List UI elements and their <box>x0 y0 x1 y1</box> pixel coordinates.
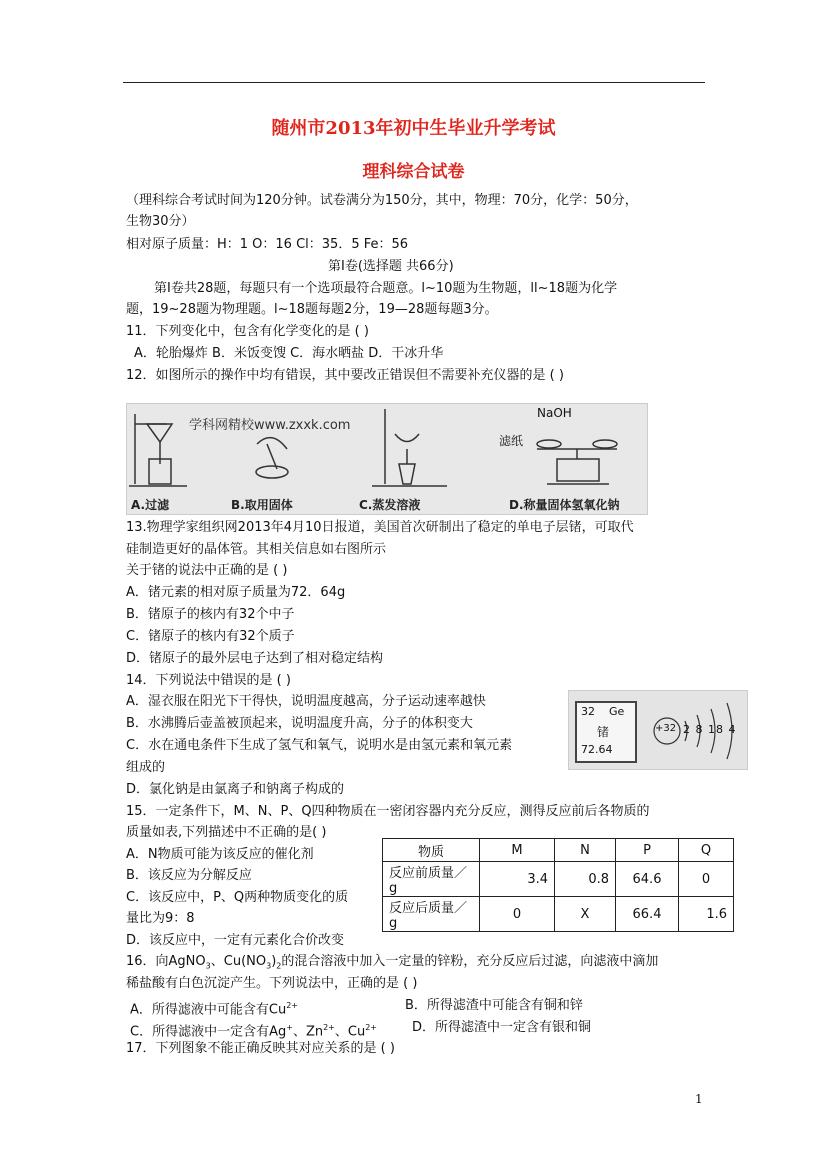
q15-option-c-2: 量比为9：8 <box>126 911 195 926</box>
subscript-2: 2 <box>276 961 282 971</box>
caption-d: D.称量固体氢氧化钠 <box>509 498 620 512</box>
naoh-label: NaOH <box>537 406 572 420</box>
q16-option-c-zn: 、Zn <box>292 1024 324 1040</box>
intro-line-1: （理科综合考试时间为120分钟。试卷满分为150分，其中，物理：70分，化学：50分， <box>126 193 638 208</box>
top-rule <box>123 82 705 83</box>
q14-option-c-2: 组成的 <box>126 760 166 775</box>
q16-option-d: D．所得滤渣中一定含有银和铜 <box>412 1020 592 1035</box>
q16-stem-part-2: 、Cu(NO <box>210 954 267 969</box>
superscript-charge: 2+ <box>323 1023 335 1032</box>
atomic-mass: 72.64 <box>581 743 613 756</box>
q11-options: A．轮胎爆炸 B．米饭变馊 C．海水晒盐 D．干冰升华 <box>134 346 444 361</box>
q15-option-d: D．该反应中，一定有元素化合价改变 <box>126 933 345 948</box>
table-cell: 0.8 <box>555 862 616 897</box>
caption-a: A.过滤 <box>131 498 170 512</box>
table-header-cell: 物质 <box>383 839 480 862</box>
table-cell: 反应前质量／g <box>383 862 480 897</box>
exam-subtitle: 理科综合试卷 <box>362 162 465 182</box>
q15-stem-1: 15．一定条件下，M、N、P、Q四种物质在一密闭容器内充分反应，测得反应前后各物质的 <box>126 804 650 819</box>
table-cell: 3.4 <box>480 862 555 897</box>
figure-watermark: 学科网精校www.zxxk.com <box>189 418 351 433</box>
q13-stem-2: 硅制造更好的晶体管。其相关信息如右图所示 <box>126 542 387 557</box>
subscript-3: 3 <box>266 961 272 971</box>
q13-option-a: A．锗元素的相对原子质量为72．64g <box>126 585 346 600</box>
table-header-cell: Q <box>679 839 734 862</box>
table-header-cell: N <box>555 839 616 862</box>
atomic-number: 32 <box>581 705 595 718</box>
q14-stem: 14．下列说法中错误的是 ( ) <box>126 673 291 688</box>
q16-option-c <box>130 1019 377 1041</box>
element-name: 锗 <box>597 725 610 739</box>
q12-figure <box>126 403 648 515</box>
q16-option-c-cu: 、Cu <box>334 1024 366 1040</box>
table-cell: 1.6 <box>679 897 734 932</box>
q16-stem-part-1: 16．向AgNO <box>126 954 206 969</box>
q13-stem-3: 关于锗的说法中正确的是 ( ) <box>126 563 288 578</box>
table-cell: 0 <box>480 897 555 932</box>
element-card <box>575 701 637 763</box>
q13-option-b: B．锗原子的核内有32个中子 <box>126 607 295 622</box>
q14-option-c-1: C．水在通电条件下生成了氢气和氧气，说明水是由氢元素和氧元素 <box>126 738 513 753</box>
germanium-figure <box>568 690 748 770</box>
q12-stem: 12．如图所示的操作中均有错误，其中要改正错误但不需要补充仪器的是 ( ) <box>126 368 564 383</box>
table-cell: 64.6 <box>616 862 679 897</box>
table-cell: 0 <box>679 862 734 897</box>
intro-line-2: 生物30分） <box>126 214 195 229</box>
q17-stem: 17．下列图象不能正确反映其对应关系的是 ( ) <box>126 1041 395 1056</box>
q16-option-b: B．所得滤渣中可能含有铜和锌 <box>405 998 583 1013</box>
filter-paper-label: 滤纸 <box>499 434 524 448</box>
exam-title: 随州市2013年初中生毕业升学考试 <box>271 118 556 139</box>
q16-stem-2: 稀盐酸有白色沉淀产生。下列说法中，正确的是 ( ) <box>126 976 418 991</box>
superscript-charge: + <box>286 1023 293 1032</box>
q15-stem-2: 质量如表,下列描述中不正确的是( ) <box>126 825 327 840</box>
q14-option-d: D．氯化钠是由氯离子和钠离子构成的 <box>126 782 345 797</box>
atomic-mass-line: 相对原子质量：H：1 O：16 Cl：35．5 Fe：56 <box>126 237 409 252</box>
table-header-row <box>383 839 734 862</box>
table-header-cell: P <box>616 839 679 862</box>
q11-stem: 11．下列变化中，包含有化学变化的是 ( ) <box>126 324 369 339</box>
table-row <box>383 862 734 897</box>
superscript-charge: 2+ <box>365 1023 378 1032</box>
shell-electrons: 2 8 18 4 <box>683 723 737 736</box>
nucleus-charge: +32 <box>655 723 677 734</box>
table-row <box>383 897 734 932</box>
q16-stem-1: 16．向AgNO$_3$、$Cu(NO_3)_2$的混合溶液中加入一定量的锌粉，充分反应后过滤，向滤液中滴加 <box>126 954 659 971</box>
q13-option-c: C．锗原子的核内有32个质子 <box>126 629 295 644</box>
q14-option-a: A．湿衣服在阳光下干得快，说明温度越高，分子运动速率越快 <box>126 694 486 709</box>
q16-option-a <box>130 997 298 1019</box>
table-cell: 66.4 <box>616 897 679 932</box>
table-cell: 反应后质量／g <box>383 897 480 932</box>
q14-option-b: B．水沸腾后壶盖被顶起来，说明温度升高，分子的体积变大 <box>126 716 473 731</box>
page-number: 1 <box>695 1092 703 1106</box>
table-header-cell: M <box>480 839 555 862</box>
q16-option-a-text: A．所得滤液中可能含有Cu <box>130 1002 287 1018</box>
q15-option-a: A．N物质可能为该反应的催化剂 <box>126 847 314 862</box>
element-symbol: Ge <box>609 705 625 718</box>
caption-b: B.取用固体 <box>231 498 293 512</box>
section-heading: 第Ⅰ卷(选择题 共66分) <box>328 259 454 274</box>
superscript-charge: 2+ <box>286 1001 299 1010</box>
q15-option-c-1: C．该反应中，P、Q两种物质变化的质 <box>126 890 349 905</box>
rules-line-2: 题，19~28题为物理题。l~18题每题2分，19—28题每题3分。 <box>126 302 498 317</box>
q16-option-c-text: C．所得滤液中一定含有Ag <box>130 1024 287 1040</box>
caption-c: C.蒸发溶液 <box>359 498 421 512</box>
q15-option-b: B．该反应为分解反应 <box>126 868 252 883</box>
table-cell: X <box>555 897 616 932</box>
rules-line-1: 第Ⅰ卷共28题，每题只有一个选项最符合题意。l~10题为生物题，ll~18题为化学 <box>154 281 618 296</box>
q13-stem-1: 13.物理学家组织网2013年4月10日报道，美国首次研制出了稳定的单电子层锗，可取代 <box>126 520 634 535</box>
subscript-3: 3 <box>205 961 211 971</box>
q13-option-d: D．锗原子的最外层电子达到了相对稳定结构 <box>126 651 384 666</box>
q16-stem-part-3: 的混合溶液中加入一定量的锌粉，充分反应后过滤，向滤液中滴加 <box>281 954 659 969</box>
mass-table <box>382 838 734 932</box>
